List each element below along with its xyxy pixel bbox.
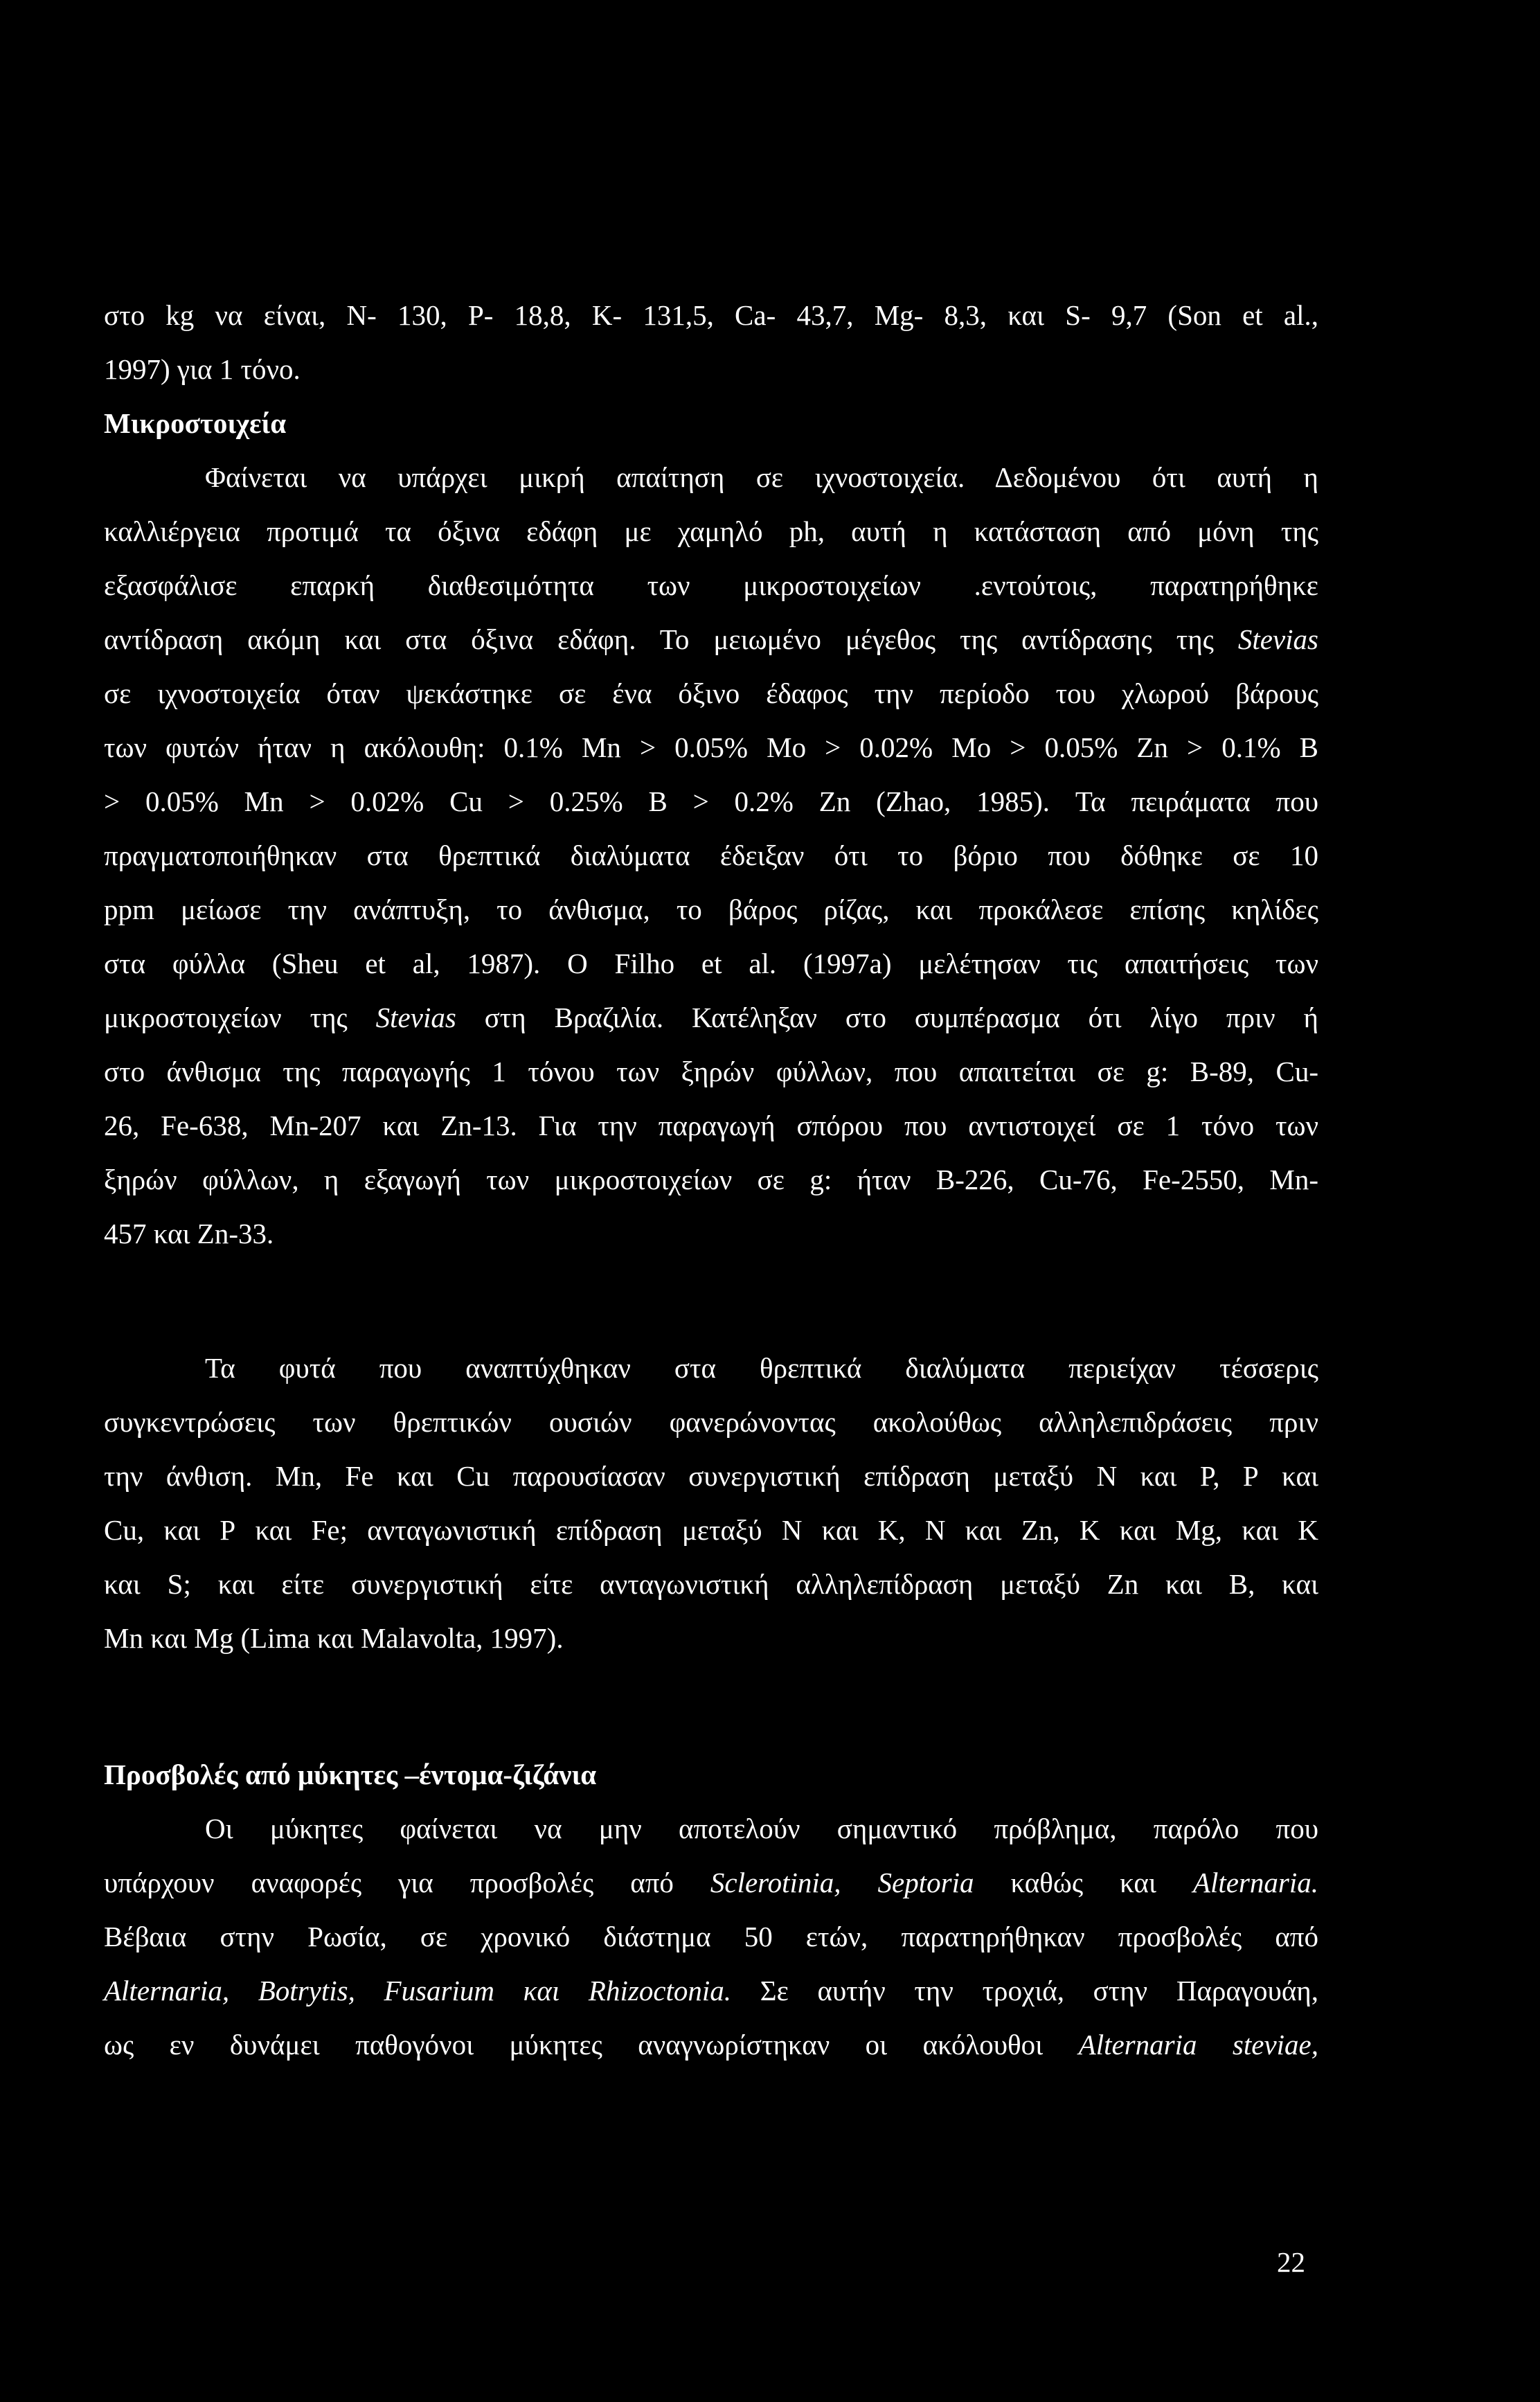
text-line: σε ιχνοστοιχεία όταν ψεκάστηκε σε ένα όξινο έδαφος την περίοδο του χλωρού βάρους xyxy=(104,677,1318,709)
page-number: 22 xyxy=(1277,2246,1305,2278)
text-line xyxy=(104,1855,1318,1910)
text-line: στο kg να είναι, Ν- 130, Ρ- 18,8, Κ- 131,5, Ca- 43,7, Mg- 8,3, και S- 9,7 (Son et al., xyxy=(104,299,1318,331)
text-line: στα φύλλα (Sheu et al, 1987). Ο Filho et al. (1997a) μελέτησαν τις απαιτήσεις των xyxy=(104,948,1318,979)
genus-names: Alternaria, Botrytis, Fusarium και Rhizoctonia. xyxy=(104,1975,732,2007)
text-line: Τα φυτά που αναπτύχθηκαν στα θρεπτικά διαλύματα περιείχαν τέσσερις xyxy=(205,1352,1318,1384)
text-segment: ως εν δυνάμει παθογόνοι μύκητες αναγνωρίστηκαν οι ακόλουθοι xyxy=(104,2029,1079,2061)
text-line: ppm μείωσε την ανάπτυξη, το άνθισμα, το βάρος ρίζας, και προκάλεσε επίσης κηλίδες xyxy=(104,893,1318,925)
text-line: 26, Fe-638, Mn-207 και Zn-13. Για την παραγωγή σπόρου που αντιστοιχεί σε 1 τόνο των xyxy=(104,1110,1318,1141)
text-line: συγκεντρώσεις των θρεπτικών ουσιών φανερώνοντας ακολούθως αλληλεπιδράσεις πριν xyxy=(104,1406,1318,1438)
text-line: ξηρών φύλλων, η εξαγωγή των μικροστοιχείων σε g: ήταν B-226, Cu-76, Fe-2550, Mn- xyxy=(104,1164,1318,1195)
text-segment: αντίδραση ακόμη και στα όξινα εδάφη. Το μειωμένο μέγεθος της αντίδρασης της xyxy=(104,623,1238,655)
text-segment: Σε αυτήν την τροχιά, στην Παραγουάη, xyxy=(731,1975,1319,2007)
text-segment: καθώς και xyxy=(974,1867,1193,1898)
text-segment: μικροστοιχείων της xyxy=(104,1002,376,1033)
text-line: καλλιέργεια προτιμά τα όξινα εδάφη με χαμηλό ph, αυτή η κατάσταση από μόνη της xyxy=(104,515,1318,547)
text-line: 457 και Zn-33. xyxy=(104,1218,274,1249)
text-segment: υπάρχουν αναφορές για προσβολές από xyxy=(104,1867,710,1898)
section-heading: Προσβολές από μύκητες –έντομα-ζιζάνια xyxy=(104,1759,597,1790)
species-name: Alternaria steviae, xyxy=(1078,2029,1318,2061)
text-line: την άνθιση. Mn, Fe και Cu παρουσίασαν συνεργιστική επίδραση μεταξύ Ν και Ρ, Ρ και xyxy=(104,1460,1318,1492)
text-line: και S; και είτε συνεργιστική είτε ανταγωνιστική αλληλεπίδραση μεταξύ Zn και Β, και xyxy=(104,1568,1318,1600)
text-line: στο άνθισμα της παραγωγής 1 τόνου των ξηρών φύλλων, που απαιτείται σε g: B-89, Cu- xyxy=(104,1056,1318,1087)
text-line xyxy=(104,612,1318,667)
genus-names: Alternaria. xyxy=(1192,1867,1318,1898)
text-line: των φυτών ήταν η ακόλουθη: 0.1% Mn > 0.05% Mo > 0.02% Mo > 0.05% Zn > 0.1% B xyxy=(104,731,1318,763)
text-line xyxy=(104,2017,1318,2072)
text-line: Φαίνεται να υπάρχει μικρή απαίτηση σε ιχνοστοιχεία. Δεδομένου ότι αυτή η xyxy=(205,461,1318,493)
text-line: Cu, και Ρ και Fe; ανταγωνιστική επίδραση μεταξύ Ν και Κ, Ν και Zn, Κ και Mg, και Κ xyxy=(104,1514,1318,1546)
text-line: πραγματοποιήθηκαν στα θρεπτικά διαλύματα έδειξαν ότι το βόριο που δόθηκε σε 10 xyxy=(104,839,1318,871)
text-line: 1997) για 1 τόνο. xyxy=(104,353,301,385)
text-line: Mn και Mg (Lima και Malavolta, 1997). xyxy=(104,1622,564,1654)
text-line: Οι μύκητες φαίνεται να μην αποτελούν σημαντικό πρόβλημα, παρόλο που xyxy=(205,1813,1318,1844)
text-line: Βέβαια στην Ρωσία, σε χρονικό διάστημα 50 ετών, παρατηρήθηκαν προσβολές από xyxy=(104,1921,1318,1952)
section-heading: Μικροστοιχεία xyxy=(104,407,287,439)
text-segment: στη Βραζιλία. Κατέληξαν στο συμπέρασμα ότι λίγο πριν ή xyxy=(456,1002,1318,1033)
genus-names: Sclerotinia, Septoria xyxy=(710,1867,974,1898)
text-line: εξασφάλισε επαρκή διαθεσιμότητα των μικροστοιχείων .εντούτοις, παρατηρήθηκε xyxy=(104,569,1318,601)
species-name: Stevias xyxy=(375,1002,456,1033)
species-name: Stevias xyxy=(1237,623,1318,655)
text-line xyxy=(104,1963,1318,2018)
text-line: > 0.05% Mn > 0.02% Cu > 0.25% B > 0.2% Zn (Zhao, 1985). Τα πειράματα που xyxy=(104,785,1318,817)
text-line xyxy=(104,990,1318,1045)
